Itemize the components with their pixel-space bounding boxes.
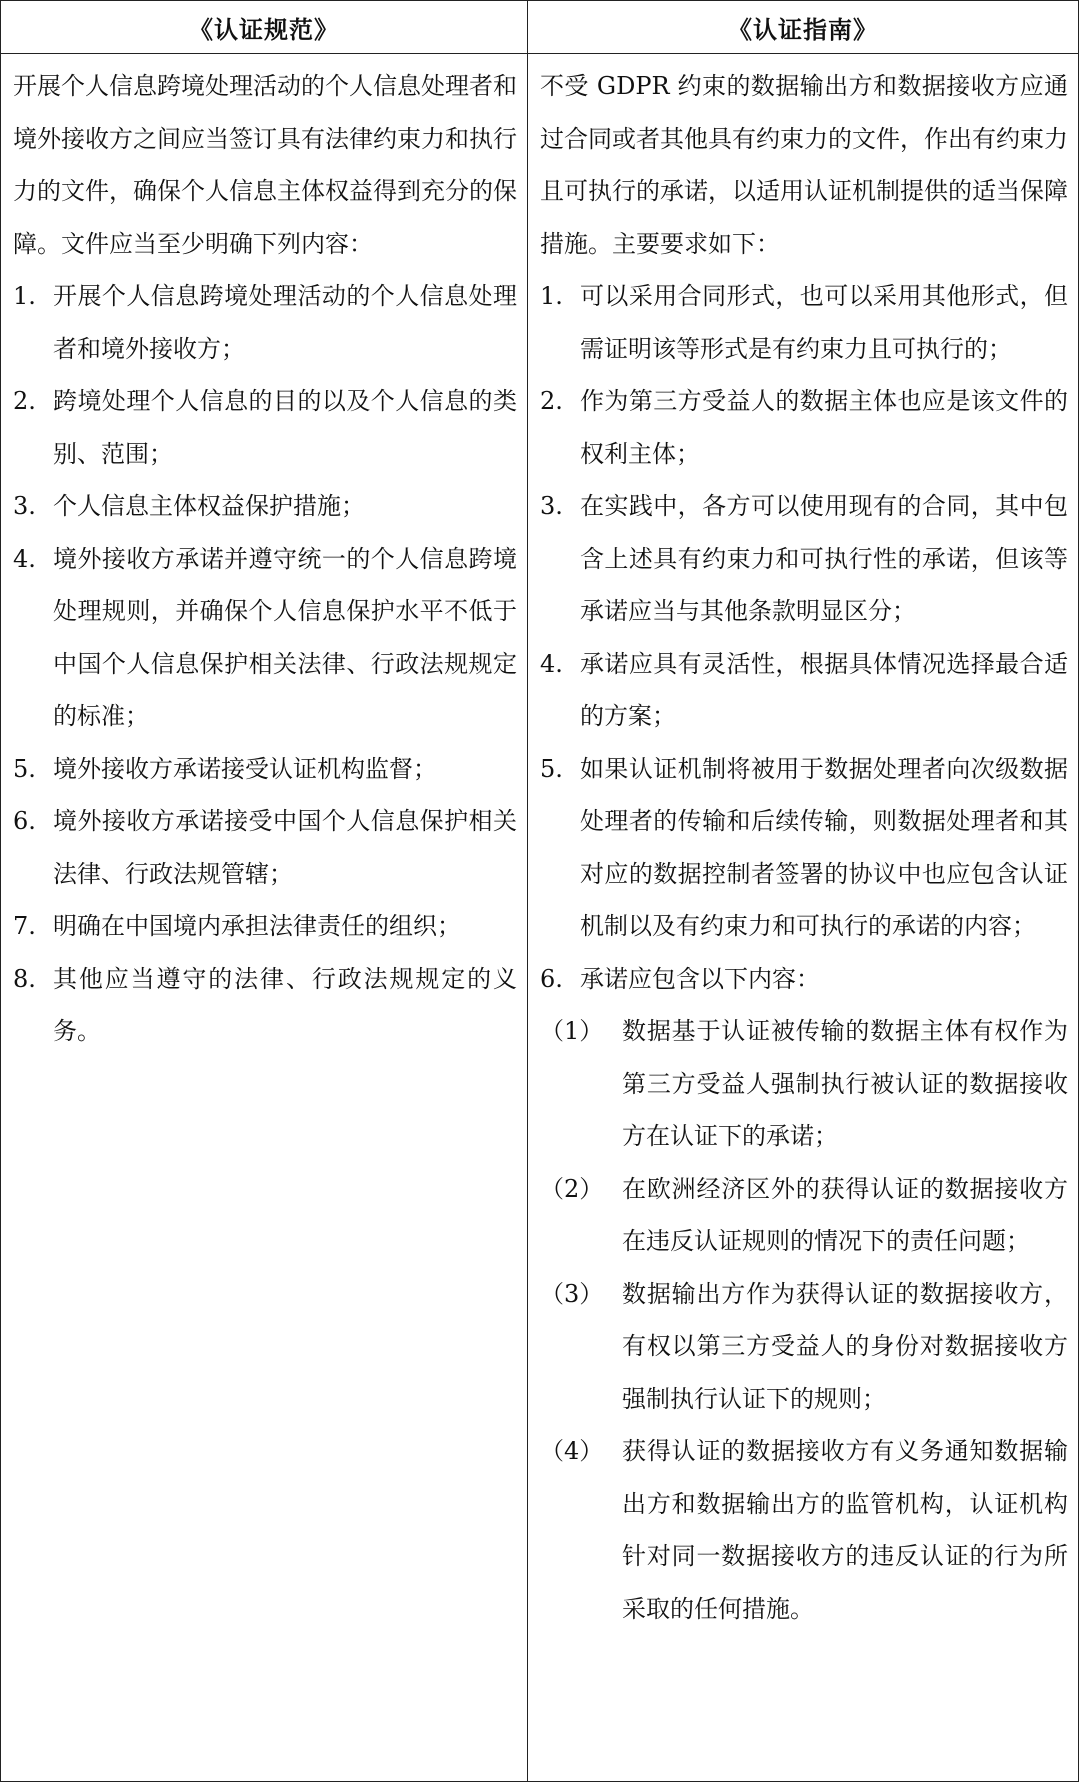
sub-list-item-text: 数据基于认证被传输的数据主体有权作为第三方受益人强制执行被认证的数据接收方在认证下的承诺； (622, 1017, 1068, 1150)
sub-list-item-number: （4） (540, 1437, 604, 1465)
list-item-text: 可以采用合同形式，也可以采用其他形式，但需证明该等形式是有约束力且可执行的； (580, 282, 1068, 363)
list-item (540, 270, 1068, 375)
list-item-number: 1. (13, 282, 36, 310)
sub-list-item-text: 在欧洲经济区外的获得认证的数据接收方在违反认证规则的情况下的责任问题； (622, 1174, 1068, 1255)
list-item (540, 953, 1068, 1006)
list-item-number: 7. (13, 912, 36, 940)
list-item (13, 375, 517, 480)
sub-list-item (540, 1005, 1068, 1163)
sub-list-item-number: （3） (540, 1279, 604, 1308)
list-item (540, 638, 1068, 743)
sub-list-item-text: 获得认证的数据接收方有义务通知数据输出方和数据输出方的监管机构，认证机构针对同一数据接收方的违反认证的行为所采取的任何措施。 (622, 1437, 1068, 1623)
list-item (13, 743, 517, 796)
list-item (13, 270, 517, 375)
list-item-number: 3. (540, 492, 563, 520)
right-column-content (528, 54, 1079, 1782)
list-item-text: 明确在中国境内承担法律责任的组织； (53, 912, 461, 940)
list-item-number: 4. (540, 649, 563, 678)
list-item (13, 795, 517, 900)
list-item-number: 2. (13, 387, 36, 415)
list-item-number: 2. (540, 387, 563, 415)
list-item (540, 743, 1068, 953)
left-column-content (1, 54, 528, 1782)
right-column-title: 《认证指南》 (528, 1, 1079, 54)
list-item (13, 953, 517, 1058)
list-item-text: 境外接收方承诺并遵守统一的个人信息跨境处理规则，并确保个人信息保护水平不低于中国个人信息保护相关法律、行政法规规定的标准； (53, 544, 517, 730)
list-item-text: 境外接收方承诺接受中国个人信息保护相关法律、行政法规管辖； (53, 807, 517, 888)
list-item-number: 3. (13, 492, 36, 520)
content-row (1, 54, 1079, 1782)
list-item (540, 480, 1068, 638)
list-item (540, 375, 1068, 480)
list-item-text: 承诺应包含以下内容： (580, 964, 820, 993)
list-item-number: 5. (13, 754, 36, 783)
list-item-number: 6. (540, 964, 563, 993)
left-intro-paragraph: 开展个人信息跨境处理活动的个人信息处理者和境外接收方之间应当签订具有法律约束力和执行力的文件，确保个人信息主体权益得到充分的保障。文件应当至少明确下列内容： (13, 72, 517, 258)
list-item-text: 个人信息主体权益保护措施； (53, 492, 365, 520)
sub-list-item-text: 数据输出方作为获得认证的数据接收方，有权以第三方受益人的身份对数据接收方强制执行认证下的规则； (622, 1279, 1068, 1413)
sub-list-item-number: （2） (540, 1174, 604, 1203)
list-item-text: 开展个人信息跨境处理活动的个人信息处理者和境外接收方； (53, 282, 517, 363)
list-item-text: 其他应当遵守的法律、行政法规规定的义务。 (53, 964, 517, 1045)
list-item-number: 8. (13, 964, 36, 993)
list-item-text: 在实践中，各方可以使用现有的合同，其中包含上述具有约束力和可执行性的承诺，但该等承诺应当与其他条款明显区分； (580, 492, 1068, 625)
sub-list-item (540, 1268, 1068, 1426)
list-item-number: 4. (13, 544, 36, 573)
list-item-text: 承诺应具有灵活性，根据具体情况选择最合适的方案； (580, 649, 1068, 730)
list-item-text: 跨境处理个人信息的目的以及个人信息的类别、范围； (53, 387, 517, 468)
list-item-text: 作为第三方受益人的数据主体也应是该文件的权利主体； (580, 387, 1068, 468)
header-row (1, 1, 1079, 54)
list-item-number: 6. (13, 807, 36, 835)
list-item-text: 如果认证机制将被用于数据处理者向次级数据处理者的传输和后续传输，则数据处理者和其对应的数据控制者签署的协议中也应包含认证机制以及有约束力和可执行的承诺的内容； (580, 754, 1068, 940)
sub-list-item (540, 1425, 1068, 1635)
list-item-number: 1. (540, 282, 563, 310)
list-item (13, 533, 517, 743)
list-item-number: 5. (540, 754, 563, 783)
sub-list-item-number: （1） (540, 1017, 604, 1045)
list-item (13, 480, 517, 533)
right-intro-paragraph: 不受 GDPR 约束的数据输出方和数据接收方应通过合同或者其他具有约束力的文件，作出有约束力且可执行的承诺，以适用认证机制提供的适当保障措施。主要要求如下： (540, 72, 1068, 258)
sub-list-item (540, 1163, 1068, 1268)
list-item-text: 境外接收方承诺接受认证机构监督； (53, 754, 437, 783)
left-column-title: 《认证规范》 (1, 1, 528, 54)
list-item (13, 900, 517, 953)
